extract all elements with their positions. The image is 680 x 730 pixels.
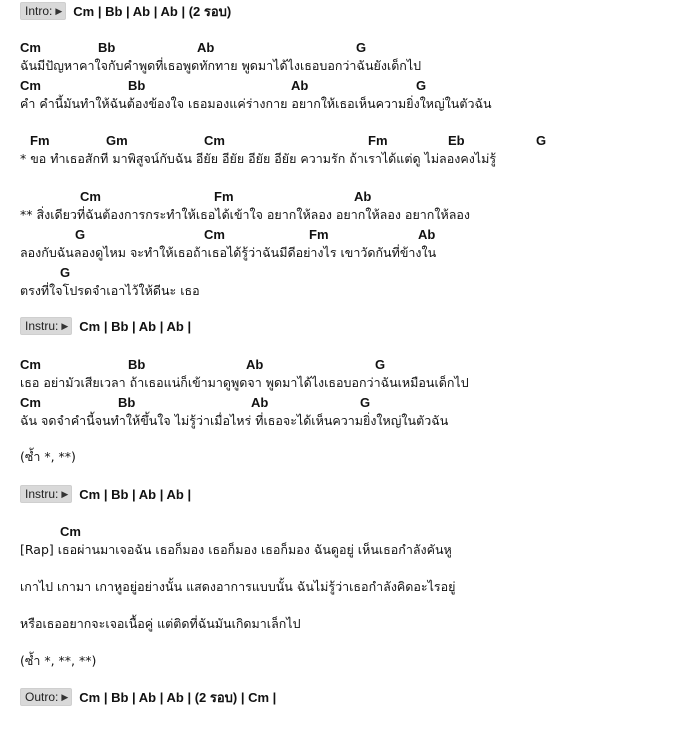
outro-label: Outro:	[25, 690, 59, 704]
chord: G	[60, 265, 71, 280]
chord: Cm	[20, 78, 41, 93]
chord: Bb	[118, 395, 136, 410]
lyric-line: หรือเธออยากจะเจอเนื้อคู่ แต่ติดที่ฉันมันเกิดมาเล็กไป	[20, 616, 301, 631]
lyric-line: [Rap] เธอผ่านมาเจอฉัน เธอก็มอง เธอก็มอง เธอก็มอง ฉันดูอยู่ เห็นเธอกำลังคันหู	[20, 542, 452, 557]
chord: Bb	[128, 78, 146, 93]
chord: G	[360, 395, 371, 410]
chord: G	[75, 227, 86, 242]
outro-section	[20, 688, 276, 706]
lyric-line: เกาไป เกามา เกาหูอยู่อย่างนั้น แสดงอาการแบบนั้น ฉันไม่รู้ว่าเธอกำลังคิดอะไรอยู่	[20, 579, 456, 594]
chord: Ab	[418, 227, 436, 242]
instru-section	[20, 485, 191, 503]
instru-section	[20, 317, 191, 335]
intro-sequence: Cm | Bb | Ab | Ab | (2 รอบ)	[73, 3, 232, 19]
chord: G	[356, 40, 367, 55]
outro-sequence: Cm | Bb | Ab | Ab | (2 รอบ) | Cm |	[79, 689, 277, 705]
chord: Fm	[309, 227, 329, 242]
lyric-line: ลองกับฉันลองดูไหม จะทำให้เธอถ้าเธอได้รู้ว่าฉันมีดีอย่างไร เขาวัดกันที่ข้างใน	[20, 245, 437, 260]
repeat-note: (ซ้ำ *, **)	[20, 449, 76, 464]
play-icon: ▶	[61, 691, 69, 702]
chord: Gm	[106, 133, 128, 148]
instru-play-button[interactable]	[20, 485, 72, 503]
chord: Cm	[20, 395, 41, 410]
play-icon: ▶	[61, 320, 69, 331]
lyric-line: ฉัน จดจำคำนี้จนทำให้ขึ้นใจ ไม่รู้ว่าเมื่อไหร่ ที่เธอจะได้เห็นความยิ่งใหญ่ในตัวฉัน	[20, 413, 449, 428]
chord: G	[536, 133, 547, 148]
instru-sequence: Cm | Bb | Ab | Ab |	[79, 318, 192, 334]
intro-label: Intro:	[25, 4, 53, 18]
chord: Cm	[204, 227, 225, 242]
chord: Ab	[354, 189, 372, 204]
chord: Cm	[204, 133, 225, 148]
lyric-line: เธอ อย่ามัวเสียเวลา ถ้าเธอแน่ก็เข้ามาดูพูดจา พูดมาได้ไงเธอบอกว่าฉันเหมือนเด็กไป	[20, 375, 469, 390]
chord: Ab	[197, 40, 215, 55]
chord: Cm	[80, 189, 101, 204]
play-icon: ▶	[61, 488, 69, 499]
instru-play-button[interactable]	[20, 317, 72, 335]
instru-label: Instru:	[25, 319, 59, 333]
chord: Cm	[60, 524, 81, 539]
chord: Ab	[246, 357, 264, 372]
outro-play-button[interactable]	[20, 688, 72, 706]
lyric-line: * ขอ ทำเธอสักที มาพิสูจน์กับฉัน อียัย อียัย อียัย อียัย ความรัก ถ้าเราได้แต่ดู ไม่ลองคงไม่รู้	[20, 151, 497, 166]
chord: Bb	[128, 357, 146, 372]
chord: Eb	[448, 133, 465, 148]
chord: Ab	[291, 78, 309, 93]
chord: Bb	[98, 40, 116, 55]
lyric-line: ตรงที่ใจโปรดจำเอาไว้ให้ดีนะ เธอ	[20, 283, 200, 298]
intro-section	[20, 2, 231, 20]
chord: Fm	[30, 133, 50, 148]
lyric-line: ฉันมีปัญหาคาใจกับคำพูดที่เธอพูดทักทาย พูดมาได้ไงเธอบอกว่าฉันยังเด็กไป	[20, 58, 422, 73]
chord: Cm	[20, 40, 41, 55]
chord: Cm	[20, 357, 41, 372]
lyric-line: คำ คำนี้มันทำให้ฉันต้องข้องใจ เธอมองแค่ร่างกาย อยากให้เธอเห็นความยิ่งใหญ่ในตัวฉัน	[20, 96, 492, 111]
chord: Fm	[214, 189, 234, 204]
chord: G	[375, 357, 386, 372]
play-icon: ▶	[55, 5, 63, 16]
chord: G	[416, 78, 427, 93]
intro-play-button[interactable]	[20, 2, 66, 20]
instru-sequence: Cm | Bb | Ab | Ab |	[79, 486, 192, 502]
chord: Fm	[368, 133, 388, 148]
instru-label: Instru:	[25, 487, 59, 501]
lyric-line: ** สิ่งเดียวที่ฉันต้องการกระทำให้เธอได้เข้าใจ อยากให้ลอง อยากให้ลอง อยากให้ลอง	[20, 207, 470, 222]
repeat-note: (ซ้ำ *, **, **)	[20, 653, 97, 668]
chord: Ab	[251, 395, 269, 410]
